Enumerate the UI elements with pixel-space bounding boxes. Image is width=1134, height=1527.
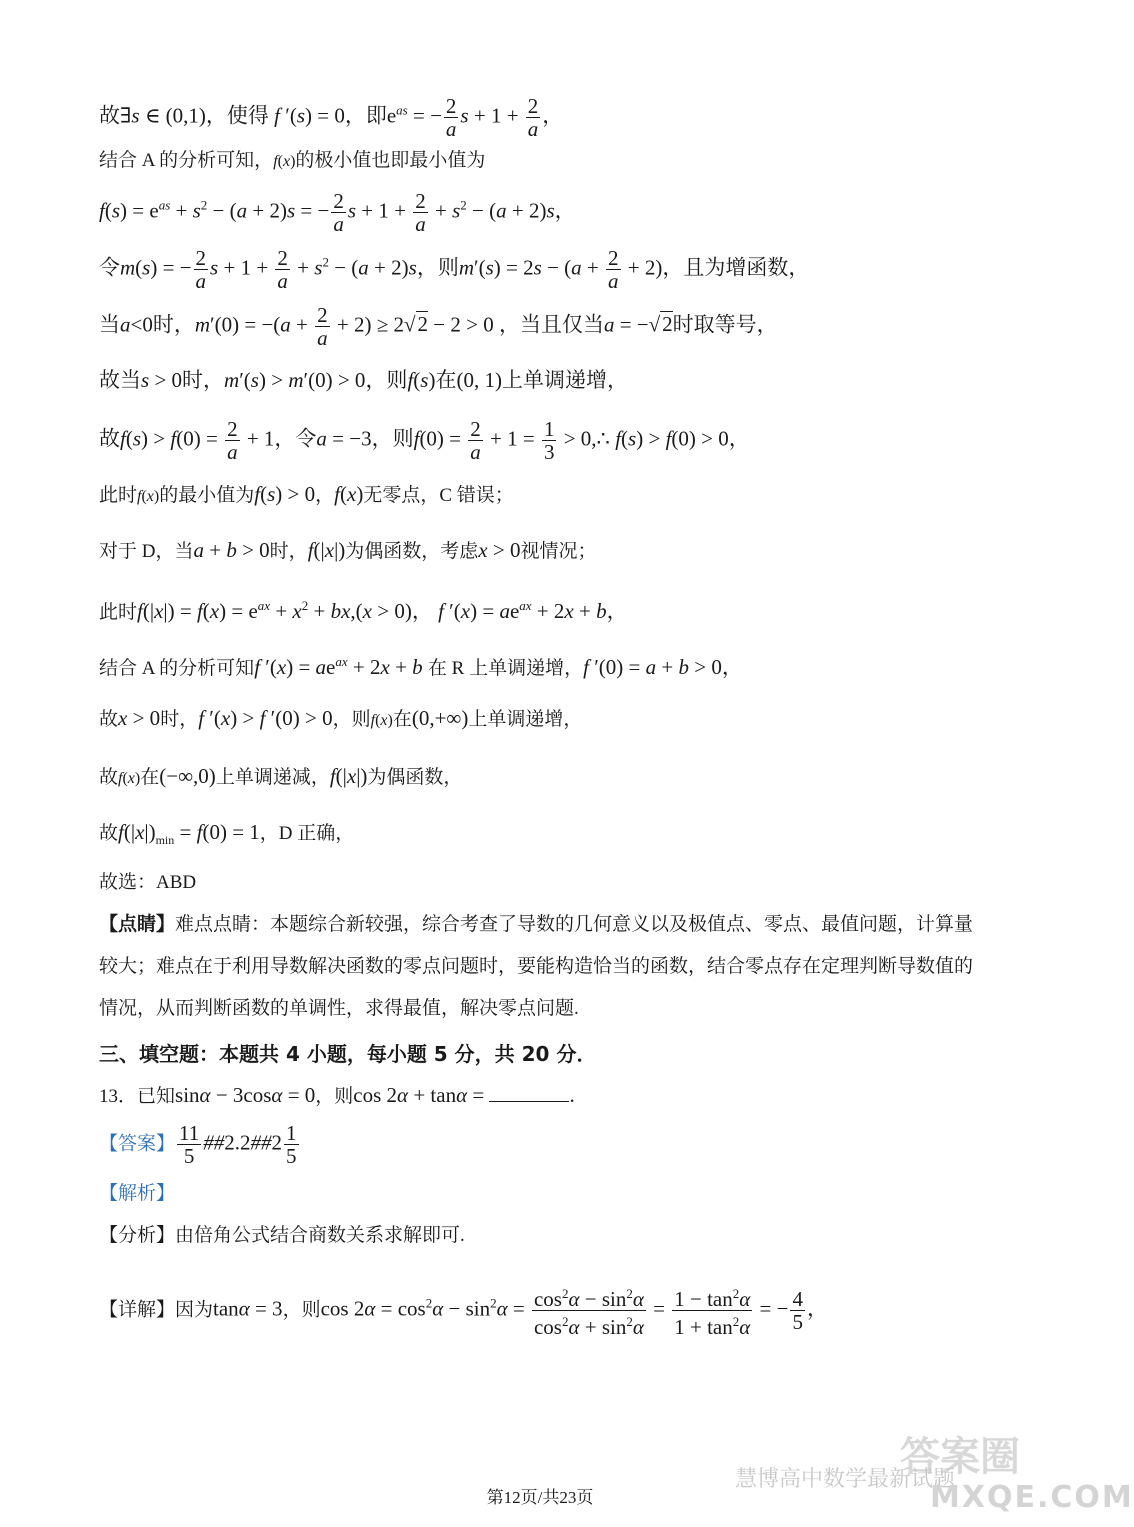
line-4: 令m(s) = − $\frac{2}{a}$ s + 1 + $\frac{2}{a}$ + $s^2 - (a + 2)s$，则m′(s) = 2s − (a + $\frac{2}{a}$ + 2)，且为增函数， [99, 246, 810, 293]
line-12: 故x > 0时，f ′(x) > f ′(0) > 0，则f(x)在(0,+∞)上单调递增， [99, 706, 583, 730]
analysis-tag: 【解析】 [99, 1183, 176, 1204]
line-2: 结合 A 的分析可知，f(x)的极小值也即最小值为 [99, 150, 486, 171]
line-14: 故$f(|x|)_{min} = f(0) = 1$，D 正确， [99, 820, 355, 848]
comment-paragraph: 【点睛】难点点睛：本题综合新较强，综合考查了导数的几何意义以及极值点、零点、最值问题，计算量较大；难点在于利用导数解决函数的零点问题时，要能构造恰当的函数，结合零点存在定理判断导数值的情况，从而判断函数的单调性，求得最值，解决零点问题. [99, 914, 974, 1019]
line-13: 故f(x)在(−∞,0)上单调递减，f(|x|)为偶函数， [99, 764, 463, 788]
line-11: 结合 A 的分析可知f $'(x) = ae^{ax} + 2x + b$ 在 R 上单调递增，f ′(0) = a + b > 0， [99, 654, 743, 679]
page-footer: 第12页/共23页 [486, 1488, 594, 1507]
line-8: 此时f(x)的最小值为f(s) > 0，f(x)无零点，C 错误； [99, 482, 514, 506]
answer-line: 【答案】 $\frac{11}{5}$ ##2.2##2 $\frac{1}{5}$ [99, 1121, 297, 1168]
line-9: 对于 D，当a + b > 0时，f(|x|)为偶函数，考虑x > 0视情况； [99, 538, 597, 562]
line-6: 故当s > 0时，m′(s) > m′(0) > 0，则f(s)在(0, 1)上单调递增， [99, 368, 628, 392]
analysis-line: 【分析】由倍角公式结合商数关系求解即可. [99, 1225, 465, 1246]
answer-blank [489, 1083, 569, 1102]
detail-line: 【详解】因为tanα = 3，则$\cos 2\alpha = \cos^2\alpha - \sin^2\alpha$ = $\frac{\cos^2\alpha - \sin^2\alpha}{\cos^2\alpha + \sin^2\alpha}$ = $\frac{1 - \tan^2\alpha}{1 + \tan^2\alpha}$ = − $\frac{4}{5}$ ， [99, 1283, 1000, 1338]
watermark-site: MXQE.COM [930, 1480, 1134, 1515]
watermark-logo: 答案圈 [900, 1434, 1020, 1480]
section-title: 三、填空题：本题共 4 小题，每小题 5 分，共 20 分． [99, 1042, 597, 1066]
line-7: 故f(s) > f(0) = $\frac{2}{a}$ + 1，令a = −3，则f(0) = $\frac{2}{a}$ + 1 = $\frac{1}{3}$ > 0,∴ f(s) > f(0) > 0， [99, 417, 750, 464]
line-1: 故∃s ∈ (0,1)，使得 f ′(s) = 0，即$e^{as}$ = − $\frac{2}{a}$ s + 1 + $\frac{2}{a}$ ， [99, 94, 564, 141]
line-3: $f(s) = e^{as} + s^2 - (a + 2)s$ = − $\frac{2}{a}$ s + 1 + $\frac{2}{a}$ + $s^2 - (a + 2)s$， [99, 189, 576, 236]
question-13: 13．已知sinα − 3cosα = 0，则cos 2α + tanα = . [99, 1083, 575, 1107]
choice-line: 故选：ABD [99, 872, 197, 893]
line-10: 此时$f(|x|) = f(x) = e^{ax} + x^2 + bx,(x > 0)$， f $'(x) = ae^{ax} + 2x + b$， [99, 598, 628, 623]
watermark-wechat: 慧博高中数学最新试题 [735, 1467, 956, 1492]
line-5: 当a<0时，m′(0) = −(a + $\frac{2}{a}$ + 2) ≥ 2√2 − 2 > 0 ，当且仅当a = −√2时取等号， [99, 303, 778, 350]
